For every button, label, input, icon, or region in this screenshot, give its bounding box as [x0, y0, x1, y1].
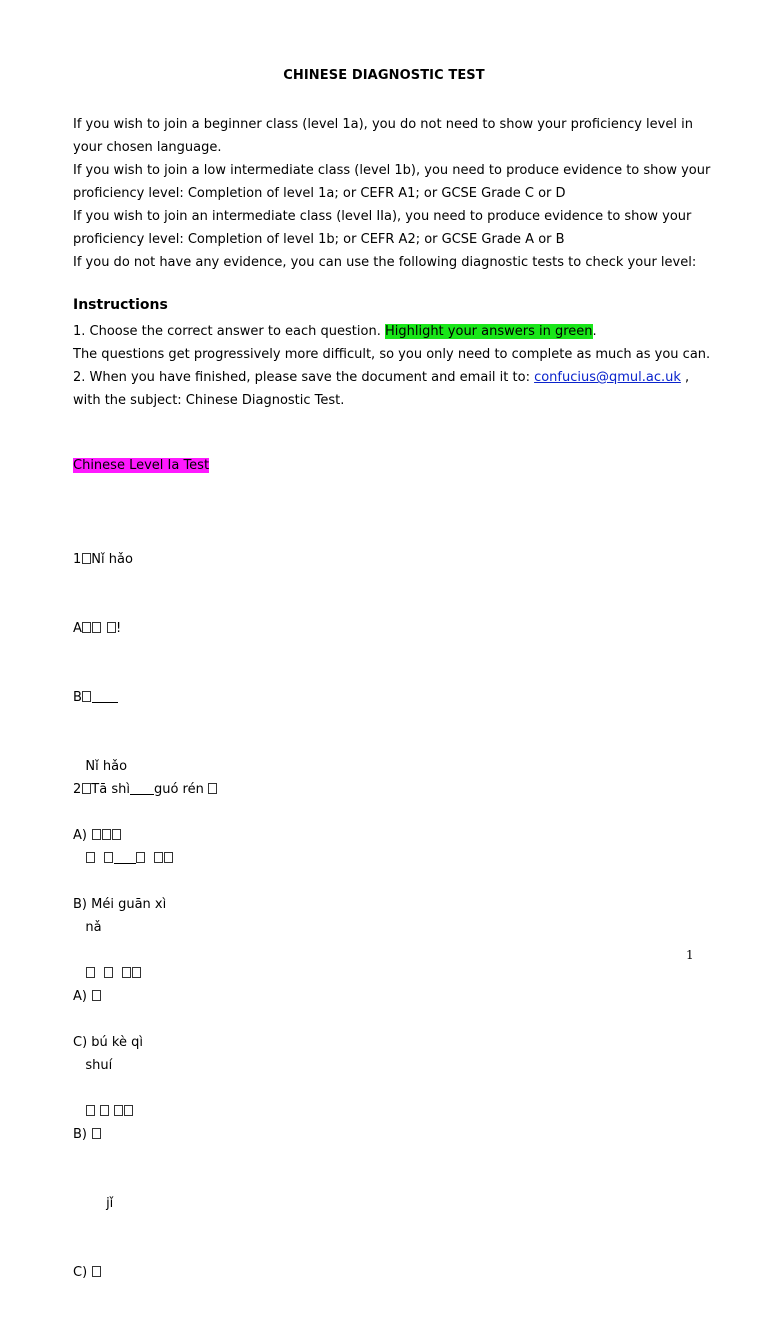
- instruction-step-1-text: 1. Choose the correct answer to each question.: [73, 324, 385, 339]
- q1-option-b-label: B): [73, 897, 87, 912]
- q2-option-c[interactable]: [73, 1261, 218, 1284]
- answer-blank: [92, 689, 118, 703]
- q1-line-b: [73, 686, 166, 709]
- q2-option-a[interactable]: [73, 985, 218, 1008]
- q2-option-c-pinyin: [73, 1192, 218, 1215]
- q1-line-a-prefix: A: [73, 621, 82, 636]
- instruction-step-2: [73, 366, 713, 412]
- missing-glyph-icon: [82, 691, 91, 702]
- q1-option-a-label: A): [73, 828, 87, 843]
- q2-option-c-pinyin-text: jǐ: [106, 1196, 114, 1211]
- missing-glyph-icon: [164, 852, 173, 863]
- missing-glyph-icon: [92, 990, 101, 1001]
- missing-glyph-icon: [104, 852, 113, 863]
- email-link[interactable]: confucius@qmul.ac.uk: [534, 370, 681, 385]
- answer-blank: [130, 781, 154, 795]
- intro-paragraph-no-evidence: If you do not have any evidence, you can use the following diagnostic tests to check your level:: [73, 255, 697, 270]
- instructions-heading: Instructions: [73, 297, 168, 313]
- missing-glyph-icon: [82, 553, 91, 564]
- q1-number: 1: [73, 552, 82, 567]
- q2-option-a-pinyin: [73, 916, 218, 939]
- q2-pinyin-start: Tā shì: [91, 782, 130, 797]
- highlight-green-note: Highlight your answers in green: [384, 324, 593, 339]
- missing-glyph-icon: [82, 622, 91, 633]
- instruction-step-1: [73, 320, 713, 343]
- intro-paragraph-low-intermediate: If you wish to join a low intermediate class (level 1b), you need to produce evidence to show your proficiency level: Completion of level 1a; or CEFR A1; or GCSE Grade C or D: [73, 163, 711, 201]
- missing-glyph-icon: [92, 1266, 101, 1277]
- q2-prompt: [73, 778, 218, 801]
- q1-answer-pinyin-text: Nǐ hǎo: [85, 759, 128, 774]
- q1-option-b-pinyin: Méi guān xì: [91, 897, 167, 912]
- section-label: [73, 457, 209, 475]
- q2-pinyin-end: guó rén: [153, 782, 204, 797]
- missing-glyph-icon: [154, 852, 163, 863]
- q1-option-c-label: C): [73, 1035, 88, 1050]
- missing-glyph-icon: [92, 622, 101, 633]
- intro-section: [73, 113, 713, 274]
- q2-option-b-pinyin-text: shuí: [85, 1058, 113, 1073]
- q2-option-b-label: B): [73, 1127, 87, 1142]
- page-number: 1: [686, 948, 694, 962]
- missing-glyph-icon: [107, 622, 116, 633]
- document-title: CHINESE DIAGNOSTIC TEST: [283, 68, 485, 83]
- section-label-highlight: Chinese Level Ia Test: [73, 458, 210, 473]
- q1-option-c-pinyin: bú kè qì: [91, 1035, 143, 1050]
- missing-glyph-icon: [86, 852, 95, 863]
- instruction-step-1-end: .: [592, 324, 597, 339]
- intro-paragraph-intermediate: If you wish to join an intermediate class (level IIa), you need to produce evidence to show your proficiency level: Completion of level 1b; or CEFR A2; or GCSE Grade A or B: [73, 209, 692, 247]
- missing-glyph-icon: [92, 1128, 101, 1139]
- q1-prompt: [73, 548, 166, 571]
- missing-glyph-icon: [82, 783, 91, 794]
- answer-blank: [114, 850, 136, 864]
- missing-glyph-icon: [136, 852, 145, 863]
- q2-option-b[interactable]: [73, 1123, 218, 1146]
- intro-paragraph-beginner: If you wish to join a beginner class (level 1a), you do not need to show your proficiency level in your chosen language.: [73, 117, 693, 155]
- q1-line-a: [73, 617, 166, 640]
- q2-chars: [73, 847, 218, 870]
- instructions-section: [73, 320, 713, 412]
- q1-line-b-prefix: B: [73, 690, 82, 705]
- q2-option-c-label: C): [73, 1265, 88, 1280]
- instruction-step-2-text: 2. When you have finished, please save the document and email it to:: [73, 370, 535, 385]
- q1-line-a-end: !: [116, 621, 122, 636]
- q2-option-a-label: A): [73, 989, 87, 1004]
- q2-option-b-pinyin: [73, 1054, 218, 1077]
- instruction-step-2-end: , with the subject: Chinese Diagnostic Test.: [73, 370, 690, 408]
- q2-number: 2: [73, 782, 82, 797]
- q2-option-a-pinyin-text: nǎ: [85, 920, 102, 935]
- missing-glyph-icon: [208, 783, 217, 794]
- q1-pinyin: Nǐ hǎo: [91, 552, 133, 567]
- instruction-note: The questions get progressively more difficult, so you only need to complete as much as you can.: [73, 347, 711, 362]
- question-2: [73, 732, 218, 1330]
